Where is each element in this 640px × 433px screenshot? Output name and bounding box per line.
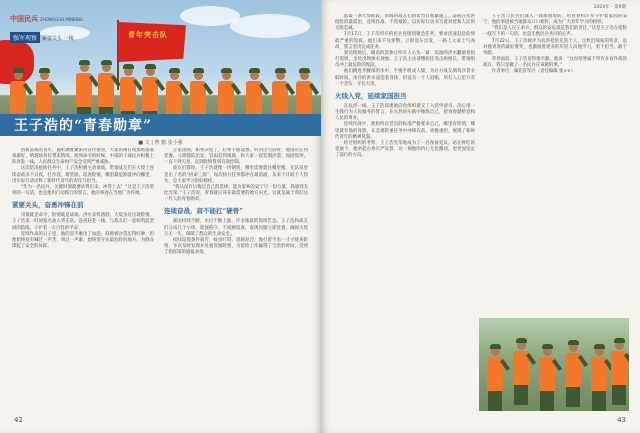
paragraph: “作为一名民兵，关键时刻就要站得出来、冲得上去！”这是王子浩常说的一句话，也是他用行动践行的誓言，他的事迹在当地广为传颂。 <box>12 184 154 197</box>
paragraph: 战友们都说，王子浩就像一块钢铁，哪里需要就往哪里搬，在队伍里是出了名的“拼命三郎”，每次执行任务都冲在最前面，从来不计较个人得失，是大家学习的好榜样。 <box>164 166 308 184</box>
byline: ■ 文 | 曹 勤 张小强 <box>138 140 183 146</box>
paragraph: 经过组织的考察，王子浩光荣地成为了一名预备党员。站在鲜红的党旗下，他举起右拳庄严宣誓，这一刻他的内心无比激动，也更加坚定了前行的方向。 <box>335 140 475 159</box>
soldier <box>539 347 555 411</box>
paragraph: 7月17日，王子浩所在的民兵连接到紧急任务，要求迅速赶赴险情最严重的堤段。他们来不及休整，立即登车出发，一路上大家士气高昂，誓言坚决完成任务。 <box>335 32 475 50</box>
banner-text: 青年突击队 <box>128 31 168 39</box>
paragraph: 王子浩与民兵们深入一线加固堤防，用青春和汗水守护着家园的安宁，他的事迹被当地群众口口相传，成为广大青年学习的榜样。 <box>483 14 627 26</box>
left-column-2 <box>164 148 308 416</box>
section-header: 紧要关头，奋勇冲锋在前 <box>12 201 84 210</box>
soldier <box>591 347 607 411</box>
paragraph: 荣誉面前，王子浩显得很平静，他说：“这份荣誉属于所有并肩作战的战友，我只是做了一名民兵应该做的事。” <box>483 57 627 69</box>
paragraph: 到达现场后，眼前的景象让所有人心头一紧：浑浊的洪水翻滚着拍打堤坝，多处出现渗水现象。王子浩主动请缨担任突击组组长，带领组员冲上最危险的堤段。 <box>335 50 475 69</box>
right-column-1 <box>335 14 475 416</box>
magazine-subtitle: ZHONGGUO MINBING <box>40 17 84 22</box>
section-header: 连续奋战，肩不能扛“硬骨” <box>164 207 243 216</box>
paragraph: 在抗洪一线，王子浩郑重地向党组织递交了入党申请书，决心用一生践行为人民服务的誓言，在火热的实践中锤炼自己，把青春献给党和人民的事业。 <box>335 103 475 122</box>
paragraph: “我从没有后悔过自己的选择，能为家乡的安宁尽一份力量，我感到无比光荣。”王子浩说，青春就应该在最需要的地方闪光，这就是属于我们这一代人的青春勋章。 <box>164 184 308 203</box>
cloud <box>230 14 310 38</box>
paragraph: 7月22日，王子浩被评为抗洪抢险先进个人，这枚沉甸甸的奖章，是对他青春的最好褒奖，也激励着更多的年轻人向他学习，勇于担当、敢于奉献。 <box>483 38 627 56</box>
red-banner <box>118 22 186 62</box>
article-title: 王子浩的“青春勋章” <box>14 118 153 134</box>
author-note: 作者单位：湖北省军区（责任编辑 张××） <box>491 69 576 75</box>
section-header: 火线入党，延续家国担当 <box>335 91 407 100</box>
title-band <box>0 114 321 136</box>
soldier <box>611 341 627 405</box>
issue-header: 2020年 · 第9期 <box>593 5 626 10</box>
paragraph: 这次防汛抢险任务中，王子浩积极主动请战，带领战友们在大堤上连续奋战多个日夜，扛沙袋、堵管涌、巡查险情，哪里最危险就冲向哪里，用实际行动诠释了新时代青年的责任与担当。 <box>12 166 154 184</box>
paragraph: 都最一条大堤险段，前线的战友们顶着烈日加紧施工，奋战在抗洪抢险的最前沿，连续作战、不畏艰险，以实际行动书写着对党和人民的无限忠诚。 <box>335 14 475 32</box>
paragraph: 汛情就是命令，险情就是战场。洪水来势汹汹，大堤多处出现险情，王子浩第一时间报名加入突击队，连夜赶赴一线，与战友们一起构筑起坚固的防线，守护着一方百姓的平安。 <box>12 213 154 231</box>
paragraph: 连续作战的日子里，他的双手磨出了血泡，肩膀被沙袋压得红肿，但他始终没有喊过一声苦、叫过一声累，始终坚守在最危险的地方，为群众撑起了安全的屏障。 <box>12 231 154 250</box>
right-column-2 <box>483 14 627 314</box>
soldier <box>513 341 529 405</box>
paragraph: 浴血奋战的青年，都听调度紧张向宣传推进，大家仿佛日夜加班都准备做好，给现场各位带来情况。接到命令的时候，中部的干部民兵积极上阵奔赴一线，人民群众生命财产安全受到严重威胁。 <box>12 148 154 166</box>
soldier <box>565 343 581 407</box>
left-column-1 <box>12 148 154 416</box>
paragraph: 万家团圆，如果决堤了，后果不堪设想。听到这句话时，他没有任何犹豫，立即随队出发，冒雨赶到现场，和大家一起装填沙袋、加固堤坝，一直干到天亮，直到险情得到有效控制。 <box>164 148 308 166</box>
page-number-right: 43 <box>617 416 626 424</box>
inset-photo <box>479 318 629 411</box>
paragraph: 他们跳进齐腰深的水中，手挽手组成人墙，为后方战友填筑沙袋争取时间。冰冷的洪水浸泡着身体，但没有一个人退缩，所有人心里只有一个念头：守住大堤。 <box>335 69 475 87</box>
magazine-name: 中国民兵 <box>10 14 38 23</box>
masthead <box>10 6 83 44</box>
right-page <box>321 0 640 433</box>
section-tag: 强军观察 <box>10 32 40 43</box>
page-number-left: 42 <box>14 416 23 424</box>
paragraph: 连续作战中，他始终以党员的标准严格要求自己，哪里有险情，哪里就有他的身影，在急难险重任务中冲锋在前、勇挑重担，展现了新时代青年的精神风貌。 <box>335 122 475 140</box>
soldier <box>487 347 503 411</box>
subsection-tag: 紧要关头 一线 <box>42 36 74 42</box>
paragraph: 暴雨持续不断，水位不断上涨，许多地段的堤坝告急。王子浩和战友们分成几个小组，轮流值守、不间断巡查，发现问题立即处置，确保大堤万无一失，保障了群众的生命安全。 <box>164 219 308 237</box>
paragraph: 夜间巡堤条件艰苦，蚊虫叮咬、道路泥泞，他打着手电一寸寸排查险情，多次及时发现并处置管涌险情，为抢险工作赢得了宝贵的时间，受到了指挥部的通报表扬。 <box>164 237 308 256</box>
paragraph: “我们是人民子弟兵，群众的安危就是我们的责任。”这是王子浩在抢险一线写下的一句话，也是无数民兵共同的心声。 <box>483 26 627 38</box>
